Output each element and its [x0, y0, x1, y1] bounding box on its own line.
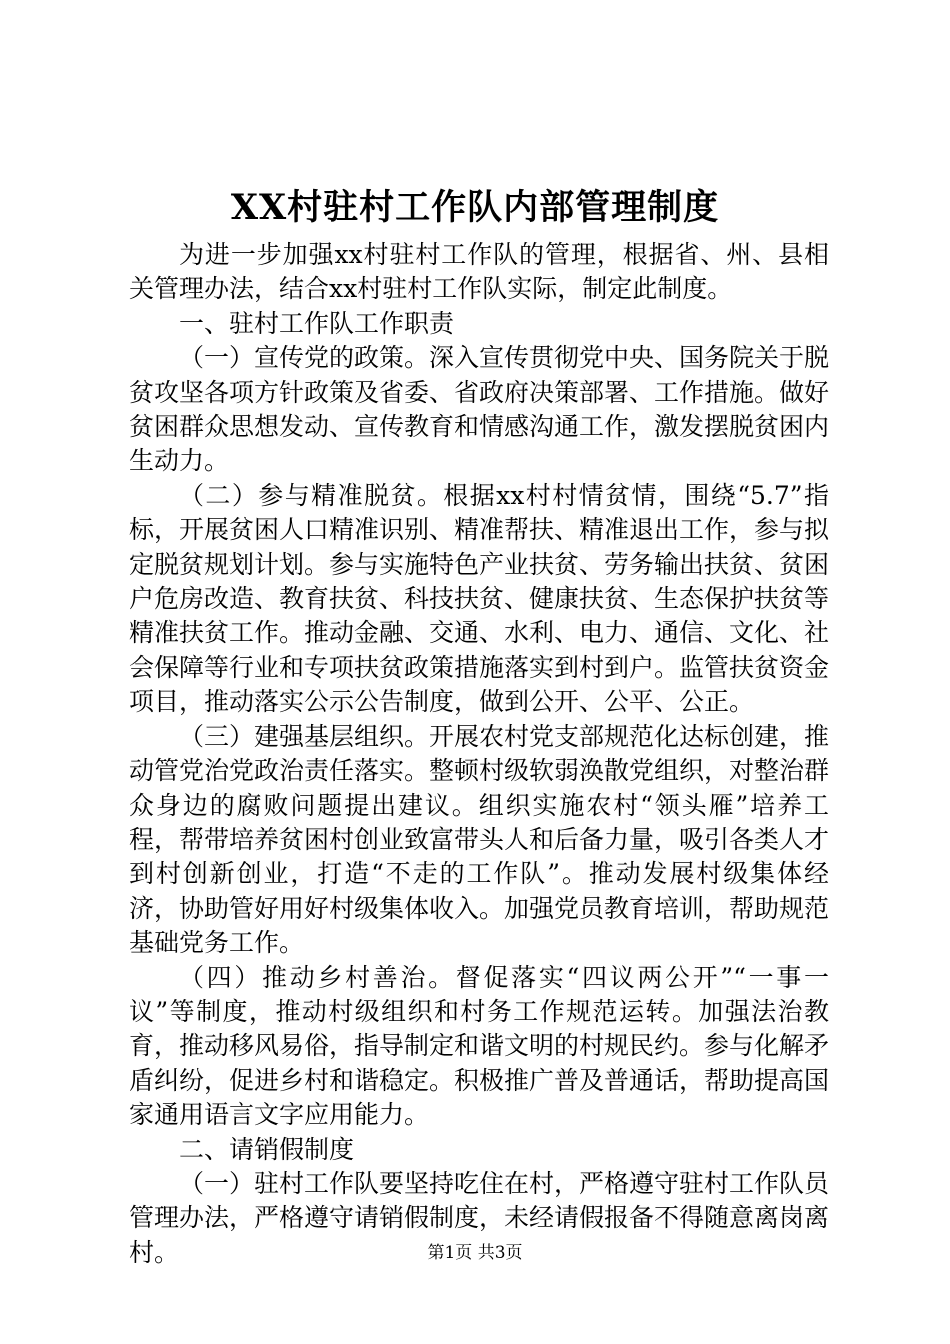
paragraph-policy: （一）宣传党的政策。深入宣传贯彻党中央、国务院关于脱贫攻坚各项方针政策及省委、省政府决策部署、工作措施。做好贫困群众思想发动、宣传教育和情感沟通工作，激发摆脱贫困内生动力。: [129, 343, 830, 476]
document-title: XX村驻村工作队内部管理制度: [230, 187, 720, 228]
intro-paragraph: 为进一步加强xx村驻村工作队的管理，根据省、州、县相关管理办法，结合xx村驻村工作队实际，制定此制度。: [129, 240, 829, 304]
paragraph-poverty: （二）参与精准脱贫。根据xx村村情贫情，围绕“5.7”指标，开展贫困人口精准识别、精准帮扶、精准退出工作，参与拟定脱贫规划计划。参与实施特色产业扶贫、劳务输出扶贫、贫困户危房改造、教育扶贫、科技扶贫、健康扶贫、生态保护扶贫等精准扶贫工作。推动金融、交通、水利、电力、通信、文化、社会保障等行业和专项扶贫政策措施落实到村到户。监管扶贫资金项目，推动落实公示公告制度，做到公开、公平、公正。: [129, 480, 830, 717]
paragraph-organization: （三）建强基层组织。开展农村党支部规范化达标创建，推动管党治党政治责任落实。整顿村级软弱涣散党组织，对整治群众身边的腐败问题提出建议。组织实施农村“领头雁”培养工程，帮带培养贫困村创业致富带头人和后备力量，吸引各类人才到村创新创业，打造“不走的工作队”。推动发展村级集体经济，协助管好用好村级集体收入。加强党员教育培训，帮助规范基础党务工作。: [129, 721, 830, 958]
section-heading-duties: 一、驻村工作队工作职责: [179, 308, 455, 338]
paragraph-leave-rule: （一）驻村工作队要坚持吃住在村，严格遵守驻村工作队员管理办法，严格遵守请销假制度，未经请假报备不得随意离岗离村。: [129, 1168, 830, 1267]
page-footer: 第1页 共3页: [427, 1243, 523, 1263]
section-heading-leave: 二、请销假制度: [179, 1134, 355, 1164]
document-body: [129, 238, 829, 1270]
paragraph-governance: （四）推动乡村善治。督促落实“四议两公开”“一事一议”等制度，推动村级组织和村务工作规范运转。加强法治教育，推动移风易俗，指导制定和谐文明的村规民约。参与化解矛盾纠纷，促进乡村和谐稳定。积极推广普及普通话，帮助提高国家通用语言文字应用能力。: [129, 962, 830, 1130]
